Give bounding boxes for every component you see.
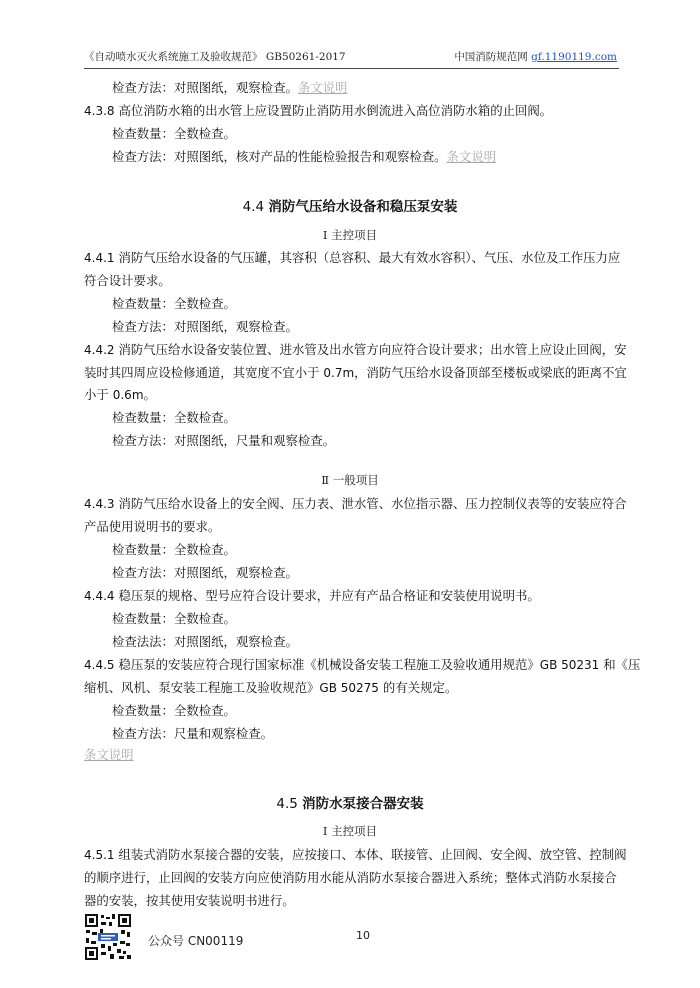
clause-4-4-2: 4.4.2 消防气压给水设备安装位置、进水管及出水管方向应符合设计要求；出水管上应设止回阀，安 [84, 342, 627, 357]
clause-4-4-5-cont: 缩机、风机、泵安装工程施工及验收规范》GB 50275 的有关规定。 [84, 680, 458, 695]
clause-4-4-3-cont: 产品使用说明书的要求。 [84, 519, 221, 534]
main-control-items-heading: Ⅰ 主控项目 [322, 824, 378, 838]
clause-4-4-1: 4.4.1 消防气压给水设备的气压罐，其容积（总容积、最大有效水容积）、气压、水位及工作压力应 [84, 250, 621, 265]
check-method-line: 检查方法：对照图纸，观察检查。条文说明 [112, 80, 348, 95]
main-control-items-heading: Ⅰ 主控项目 [322, 228, 378, 242]
header-title: 《自动喷水灭火系统施工及验收规范》 GB50261-2017 [84, 51, 346, 63]
header-site-name: 中国消防规范网 [454, 51, 528, 63]
clause-number: 4.4.1 [84, 251, 115, 265]
clause-4-5-1-cont: 器的安装，按其使用安装说明书进行。 [84, 893, 295, 908]
check-method-line: 检查法法：对照图纸，观察检查。 [112, 634, 298, 649]
general-items-heading: Ⅱ 一般项目 [321, 473, 379, 487]
check-quantity-line: 检查数量：全数检查。 [112, 410, 236, 425]
qr-code-image [84, 913, 132, 961]
clause-number: 4.4.4 [84, 589, 115, 603]
clause-4-5-1-cont: 的顺序进行，止回阀的安装方向应使消防用水能从消防水泵接合器进入系统；整体式消防水泵接合 [84, 870, 617, 885]
clause-explanation-link-line [84, 745, 619, 765]
clause-explanation-link[interactable]: 条文说明 [84, 747, 134, 762]
wechat-account-label: 公众号 CN00119 [148, 934, 244, 948]
clause-number: 4.4.5 [84, 658, 115, 672]
page-header [84, 48, 619, 69]
clause-number: 4.4.2 [84, 343, 115, 357]
clause-number: 4.4.3 [84, 497, 115, 511]
section-title-4-4: 4.4 消防气压给水设备和稳压泵安装 [242, 199, 458, 215]
check-quantity-line: 检查数量：全数检查。 [112, 126, 236, 141]
check-method-line: 检查方法：对照图纸，观察检查。 [112, 565, 298, 580]
check-quantity-line: 检查数量：全数检查。 [112, 611, 236, 626]
check-method-line: 检查方法：对照图纸，核对产品的性能检验报告和观察检查。条文说明 [112, 149, 497, 164]
clause-number: 4.3.8 [84, 104, 115, 118]
check-method-line: 检查方法：对照图纸，观察检查。 [112, 319, 298, 334]
clause-4-4-4: 4.4.4 稳压泵的规格、型号应符合设计要求，并应有产品合格证和安装使用说明书。 [84, 588, 540, 603]
clause-4-5-1: 4.5.1 组装式消防水泵接合器的安装，应按接口、本体、联接管、止回阀、安全阀、放空管、控制阀 [84, 847, 627, 862]
page-number: 10 [356, 929, 370, 942]
clause-4-4-3: 4.4.3 消防气压给水设备上的安全阀、压力表、泄水管、水位指示器、压力控制仪表等的安装应符合 [84, 496, 627, 511]
clause-4-4-5: 4.4.5 稳压泵的安装应符合现行国家标准《机械设备安装工程施工及验收通用规范》GB 50231 和《压 [84, 657, 641, 672]
clause-4-4-2-cont: 小于 0.6m。 [84, 387, 156, 402]
clause-number: 4.5.1 [84, 848, 115, 862]
header-site-link[interactable]: gf.1190119.com [531, 51, 617, 63]
clause-4-3-8: 4.3.8 高位消防水箱的出水管上应设置防止消防用水倒流进入高位消防水箱的止回阀。 [84, 103, 553, 118]
clause-explanation-link[interactable]: 条文说明 [446, 149, 497, 164]
section-title-4-5: 4.5 消防水泵接合器安装 [276, 796, 424, 812]
check-quantity-line: 检查数量：全数检查。 [112, 296, 236, 311]
clause-4-4-2-cont: 装时其四周应设检修通道，其宽度不宜小于 0.7m，消防气压给水设备顶部至楼板或梁底的距离不宜 [84, 365, 627, 380]
clause-4-4-1-cont: 符合设计要求。 [84, 273, 171, 288]
check-quantity-line: 检查数量：全数检查。 [112, 542, 236, 557]
header-site [454, 48, 617, 66]
check-quantity-line: 检查数量：全数检查。 [112, 703, 236, 718]
clause-explanation-link[interactable]: 条文说明 [297, 80, 348, 95]
check-method-line: 检查方法：对照图纸，尺量和观察检查。 [112, 433, 336, 448]
check-method-line: 检查方法：尺量和观察检查。 [112, 726, 274, 741]
